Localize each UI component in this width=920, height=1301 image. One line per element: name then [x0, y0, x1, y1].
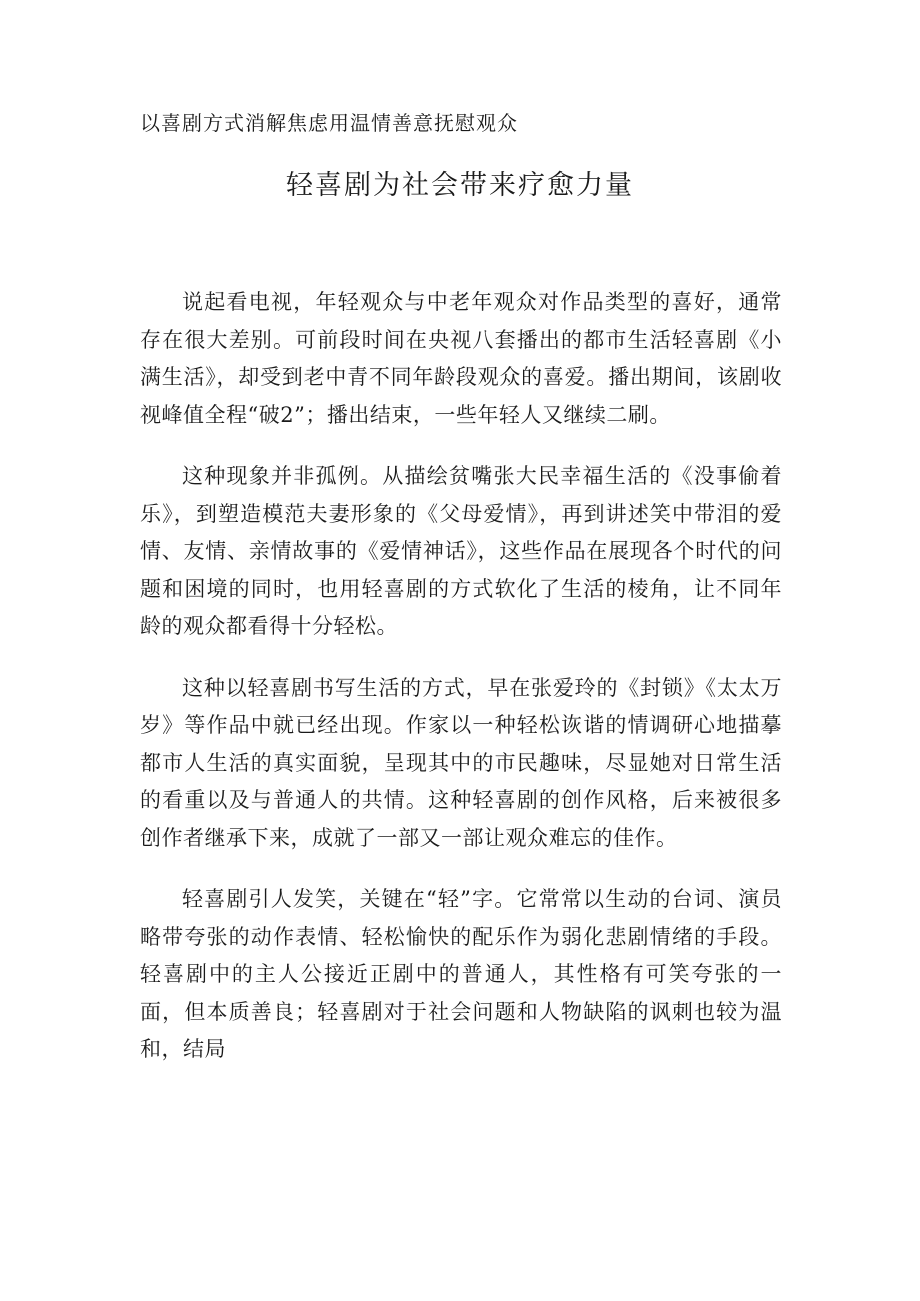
paragraph-3: 这种以轻喜剧书写生活的方式，早在张爱玲的《封锁》《太太万岁》等作品中就已经出现。作家以一种轻松诙谐的情调研心地描摹都市人生活的真实面貌，呈现其中的市民趣味，尽显她对日常生活的看重以及与普通人的共情。这种轻喜剧的创作风格，后来被很多创作者继承下来，成就了一部又一部让观众难忘的佳作。 [140, 675, 782, 850]
article-title: 轻喜剧为社会带来疗愈力量 [286, 170, 634, 201]
paragraph-1: 说起看电视，年轻观众与中老年观众对作品类型的喜好，通常存在很大差别。可前段时间在央视八套播出的都市生活轻喜剧《小满生活》，却受到老中青不同年龄段观众的喜爱。播出期间，该剧收视峰值全程“破2”；播出结束，一些年轻人又继续二刷。 [140, 290, 782, 427]
article-subtitle: 以喜剧方式消解焦虑用温情善意抚慰观众 [140, 111, 518, 135]
paragraph-2: 这种现象并非孤例。从描绘贫嘴张大民幸福生活的《没事偷着乐》，到塑造模范夫妻形象的《父母爱情》，再到讲述笑中带泪的爱情、友情、亲情故事的《爱情神话》，这些作品在展现各个时代的问题和困境的同时，也用轻喜剧的方式软化了生活的棱角，让不同年龄的观众都看得十分轻松。 [140, 464, 782, 638]
paragraph-4: 轻喜剧引人发笑，关键在“轻”字。它常常以生动的台词、演员略带夸张的动作表情、轻松愉快的配乐作为弱化悲剧情绪的手段。轻喜剧中的主人公接近正剧中的普通人，其性格有可笑夸张的一面，但本质善良；轻喜剧对于社会问题和人物缺陷的讽刺也较为温和，结局 [140, 887, 782, 1061]
article-body [140, 284, 782, 1093]
